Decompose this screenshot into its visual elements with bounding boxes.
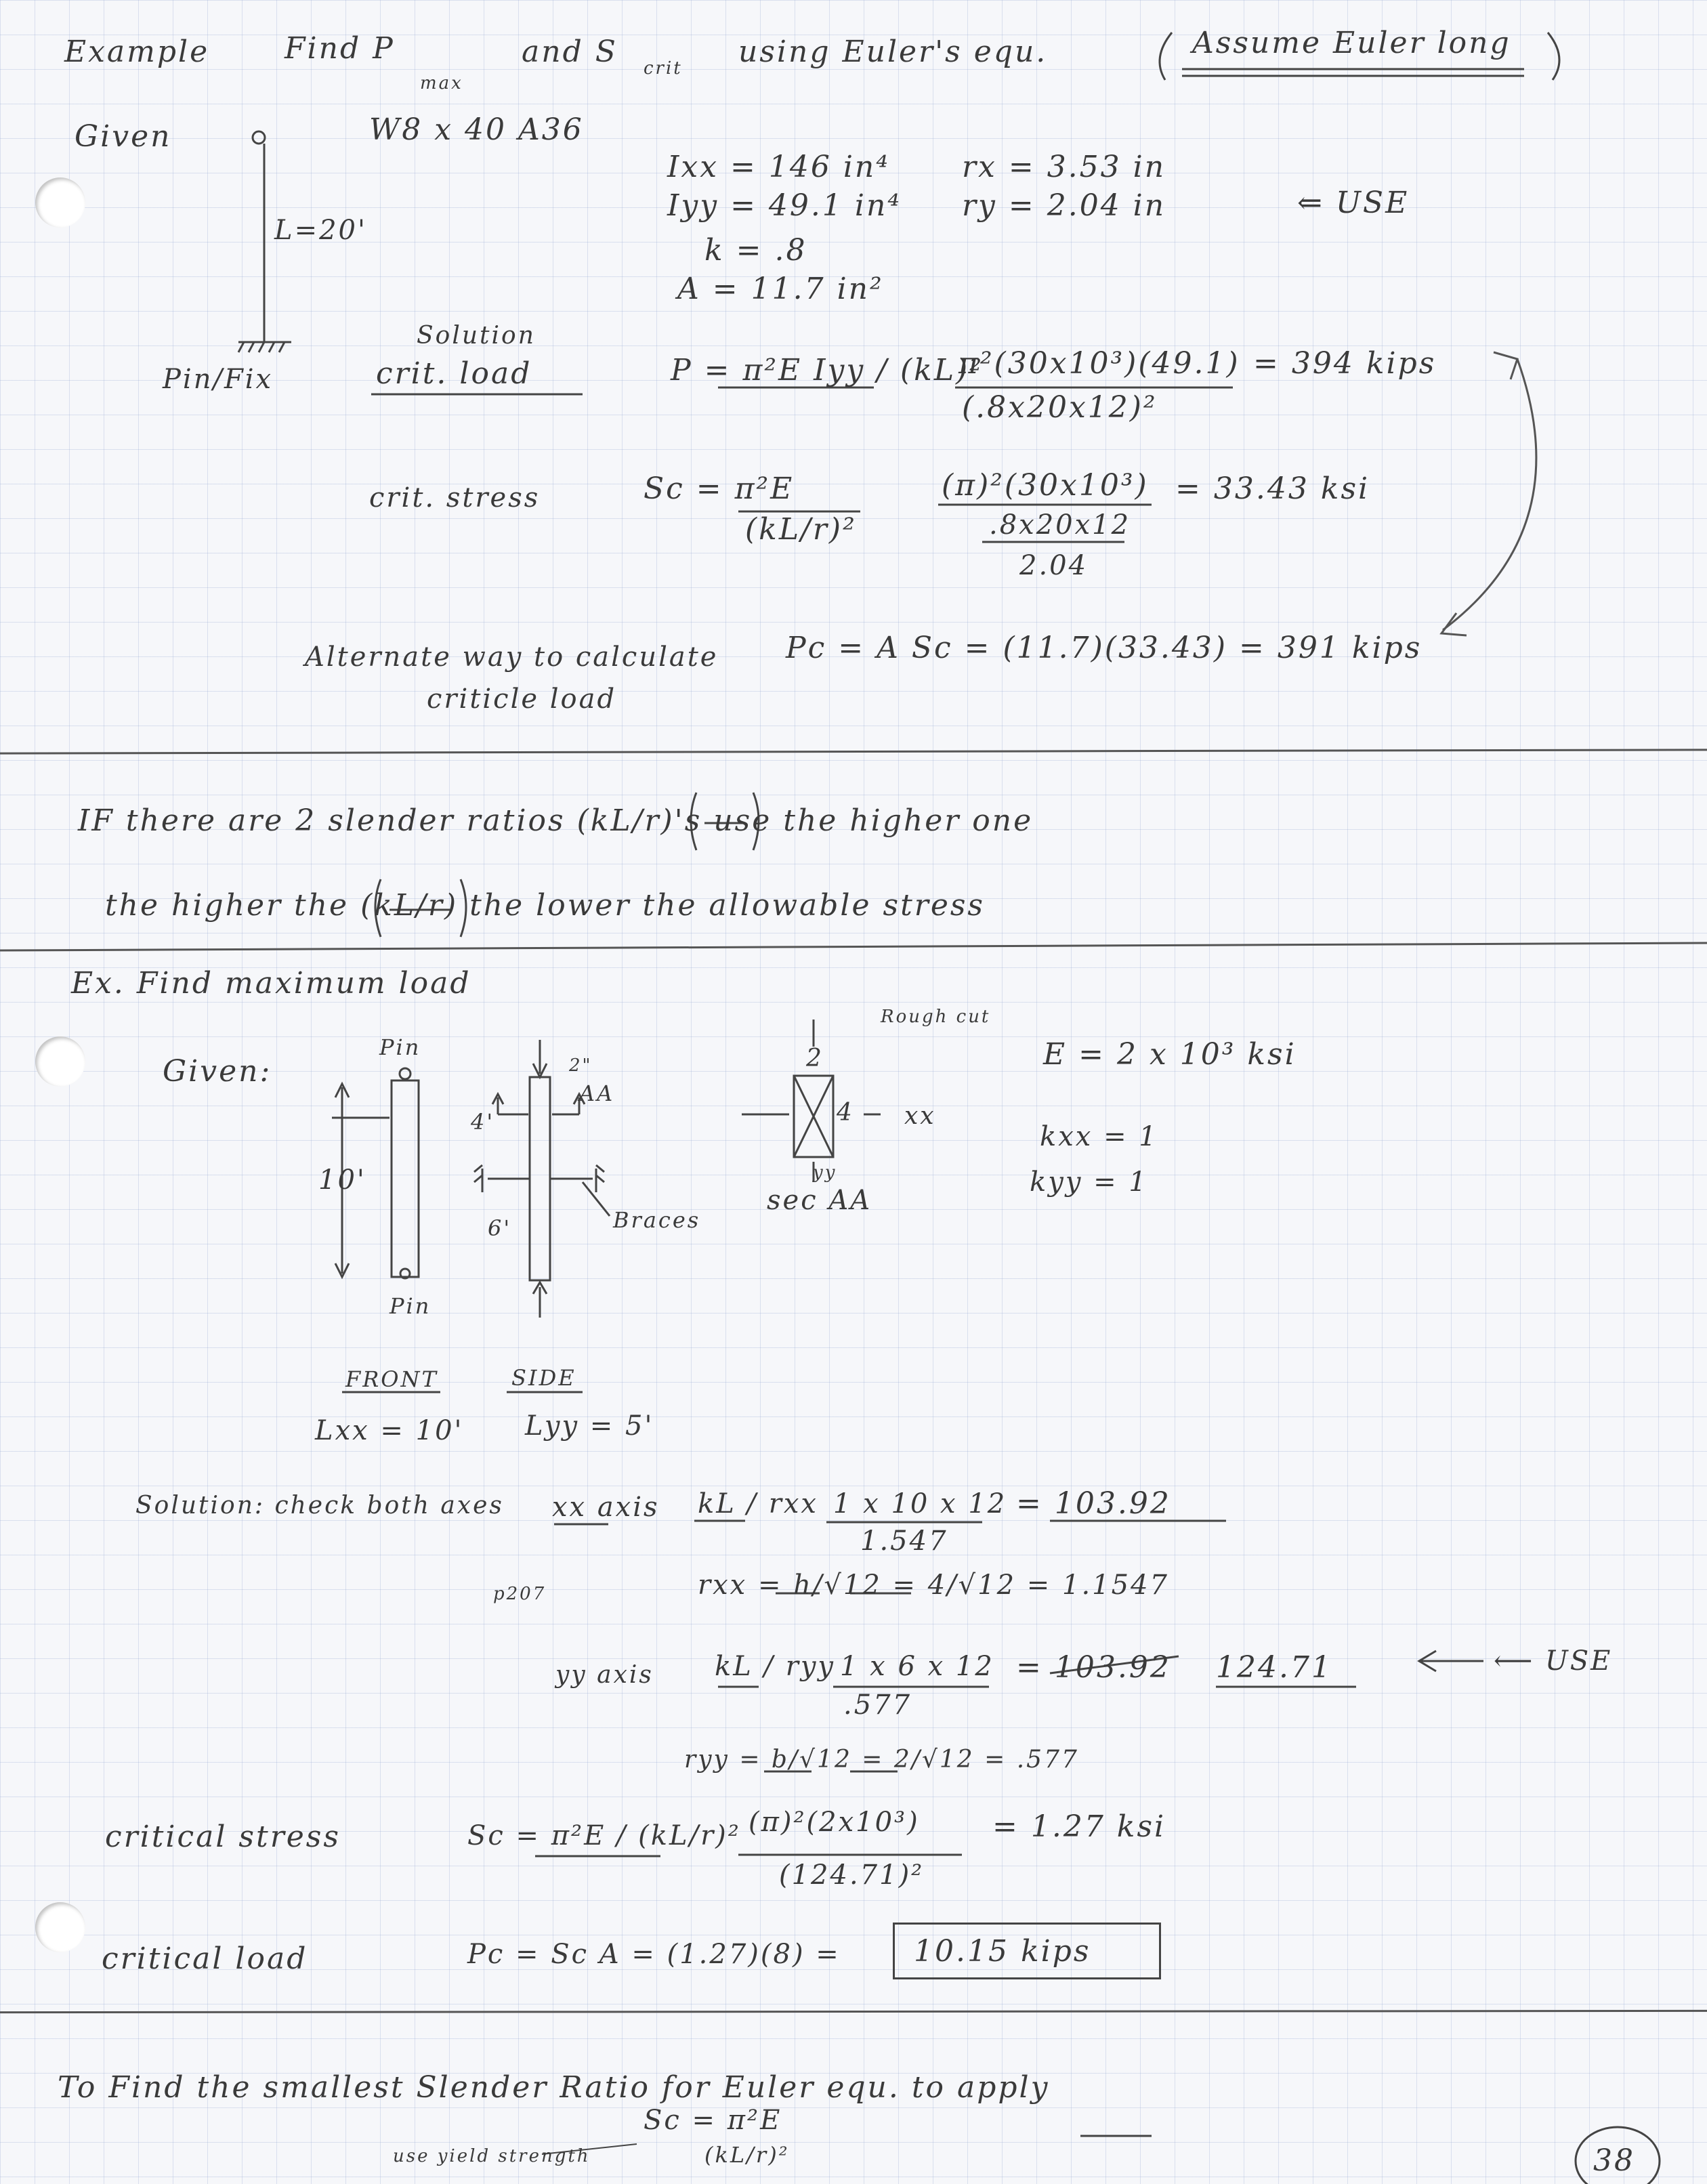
crit-stress-result: = 33.43 ksi — [1175, 471, 1370, 506]
ixx-value: Ixx = 146 in⁴ — [667, 150, 890, 184]
alternate-label-2: criticle load — [427, 684, 617, 715]
critical-stress-numerator: (π)²(2x10³) — [749, 1807, 920, 1838]
side-view-label: SIDE — [511, 1365, 576, 1391]
using-euler-text: using Euler's equ. — [738, 35, 1048, 69]
crit-stress-den: (kL/r)² — [745, 512, 857, 547]
critical-stress-result: = 1.27 ksi — [992, 1809, 1166, 1844]
crit-load-formula: P = π²E Iyy / (kL)² — [671, 353, 984, 387]
front-view-label: FRONT — [345, 1366, 438, 1392]
e-modulus-value: E = 2 x 10³ ksi — [1043, 1037, 1297, 1072]
and-s-text: and S — [522, 35, 618, 69]
xx-slender-result: = 103.92 — [1016, 1486, 1171, 1521]
s-crit-subscript: crit — [644, 58, 683, 79]
crit-stress-den-b: 2.04 — [1019, 550, 1089, 581]
yy-denominator: .577 — [843, 1689, 912, 1721]
k-value: k = .8 — [704, 233, 807, 268]
xx-numerator: 1 x 10 x 12 — [833, 1488, 1007, 1519]
ryy-equation: ryy = b/√12 = 2/√12 = .577 — [684, 1746, 1079, 1773]
section-aa-label: sec AA — [767, 1185, 872, 1216]
page-number: 38 — [1593, 2143, 1635, 2178]
section-dim-4: 4 — [837, 1099, 854, 1127]
alternate-formula: Pc = A Sc = (11.7)(33.43) = 391 kips — [786, 631, 1422, 665]
critical-load-label: critical load — [102, 1941, 308, 1976]
crit-load-numerator: π²(30x10³)(49.1) — [958, 346, 1240, 381]
crit-stress-lhs: Sc = π²E — [644, 471, 795, 506]
rxx-equation: rxx = h/√12 = 4/√12 = 1.1547 — [698, 1570, 1169, 1601]
lyy-value: Lyy = 5' — [525, 1410, 654, 1442]
critical-stress-denominator: (124.71)² — [779, 1860, 925, 1891]
critical-load-formula: Pc = Sc A = (1.27)(8) = — [467, 1939, 841, 1970]
curved-arrow-icon — [1441, 352, 1536, 635]
footer-formula-num: Sc = π²E — [644, 2105, 782, 2136]
critical-stress-label: critical stress — [105, 1820, 341, 1854]
yield-strength-note: use yield strength — [393, 2146, 591, 2166]
find-p-text: Find P — [284, 31, 395, 66]
column-length: L=20' — [274, 215, 367, 246]
xx-denominator: 1.547 — [860, 1526, 948, 1557]
crit-stress-label: crit. stress — [369, 482, 541, 513]
crit-load-denominator: (.8x20x12)² — [962, 390, 1158, 425]
pin-top-label: Pin — [379, 1034, 421, 1060]
page-ref-p207: p207 — [493, 1584, 547, 1604]
kxx-value: kxx = 1 — [1040, 1121, 1158, 1152]
pin-bottom-label: Pin — [389, 1293, 431, 1319]
six-ft-label: 6' — [488, 1215, 512, 1241]
crit-load-label: crit. load — [376, 356, 532, 391]
yy-struck-value: = 103.92 — [1016, 1650, 1171, 1685]
iyy-value: Iyy = 49.1 in⁴ — [667, 188, 902, 223]
p-max-subscript: max — [420, 73, 463, 93]
crit-stress-numerator: (π)²(30x10³) — [942, 468, 1149, 503]
alternate-label-1: Alternate way to calculate — [305, 642, 719, 673]
kl-over-rxx: kL / rxx — [698, 1488, 818, 1519]
crit-load-result: = 394 kips — [1253, 346, 1437, 381]
two-inch-label: 2" — [569, 1055, 593, 1076]
braces-label: Braces — [613, 1207, 701, 1233]
ex2-solution-label: Solution: check both axes — [135, 1492, 504, 1519]
rough-cut-label: Rough cut — [881, 1007, 991, 1027]
yy-slender-result: 124.71 — [1216, 1650, 1332, 1685]
section-aa-sketch — [742, 1020, 881, 1182]
footer-line: To Find the smallest Slender Ratio for Euler equ. to apply — [58, 2070, 1050, 2105]
ry-value: ry = 2.04 in — [962, 188, 1166, 223]
yy-numerator: 1 x 6 x 12 — [840, 1651, 994, 1682]
assume-euler-long: Assume Euler long — [1192, 26, 1511, 60]
note-line-1: IF there are 2 slender ratios (kL/r)'s use the higher one — [78, 803, 1034, 838]
section-yy-axis: yy — [813, 1162, 837, 1183]
rx-value: rx = 3.53 in — [962, 150, 1166, 184]
section-designation: W8 x 40 A36 — [369, 112, 584, 147]
ex2-given-label: Given: — [163, 1054, 272, 1089]
support-type: Pin/Fix — [163, 364, 274, 395]
kyy-value: kyy = 1 — [1030, 1167, 1148, 1198]
footer-formula-den: (kL/r)² — [704, 2142, 790, 2168]
yy-axis-label: yy axis — [555, 1661, 654, 1689]
length-10-label: 10' — [318, 1164, 366, 1196]
critical-stress-formula: Sc = π²E / (kL/r)² — [467, 1820, 741, 1851]
critical-load-result: 10.15 kips — [914, 1934, 1091, 1969]
section-xx-axis: xx — [904, 1102, 936, 1130]
solution-label: Solution — [417, 322, 536, 350]
xx-axis-label: xx axis — [552, 1492, 660, 1523]
section-aa-marker: AA — [579, 1080, 615, 1106]
area-value: A = 11.7 in² — [677, 272, 884, 306]
crit-stress-den-a: .8x20x12 — [989, 509, 1131, 541]
yy-use-note: ⟵ USE — [1494, 1645, 1613, 1677]
lxx-value: Lxx = 10' — [315, 1415, 464, 1446]
four-ft-label: 4' — [471, 1109, 495, 1135]
note-line-2: the higher the (kL/r) the lower the allowable stress — [105, 888, 986, 923]
section-dim-2: 2 — [806, 1045, 824, 1072]
example-label: Example — [64, 35, 210, 69]
ex2-title: Ex. Find maximum load — [71, 966, 471, 1001]
given-label: Given — [75, 119, 172, 154]
kl-over-ryy: kL / ryy — [715, 1651, 836, 1682]
use-ry-note: ⇐ USE — [1297, 186, 1410, 220]
answer-box — [893, 1923, 1161, 1979]
